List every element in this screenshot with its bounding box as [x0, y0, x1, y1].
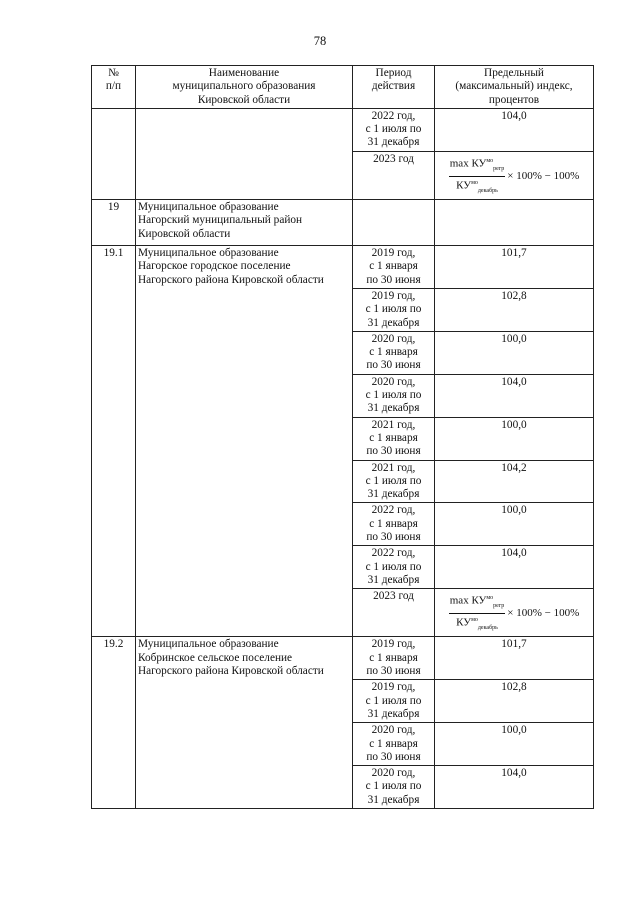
index-cell: 101,7: [435, 246, 594, 289]
page-number: 78: [313, 34, 327, 48]
formula-tail: × 100% − 100%: [507, 169, 580, 182]
index-cell: [435, 151, 594, 199]
table-row: [92, 108, 594, 151]
index-cell: 100,0: [435, 503, 594, 546]
municipality-name: Муниципальное образование Нагорский муниципальный район Кировской области: [136, 200, 353, 246]
period-cell: 2022 год, с 1 января по 30 июня: [353, 503, 435, 546]
row-number: 19.2: [92, 637, 136, 809]
period-cell: 2021 год, с 1 июля по 31 декабря: [353, 460, 435, 503]
formula-fraction: $\frac{\max КУ^{мо}_{регр}}{КУ^{мо}_{декабрь}}$: [449, 155, 506, 198]
period-cell: 2022 год, с 1 июля по 31 декабря: [353, 546, 435, 589]
index-cell: 104,0: [435, 546, 594, 589]
header-num: № п/п: [92, 66, 136, 109]
index-cell: [435, 200, 594, 246]
index-cell: 102,8: [435, 288, 594, 331]
index-cell: 100,0: [435, 723, 594, 766]
period-cell: [353, 200, 435, 246]
index-cell: 104,0: [435, 766, 594, 809]
period-cell: 2019 год, с 1 июля по 31 декабря: [353, 680, 435, 723]
period-cell: 2023 год: [353, 151, 435, 199]
period-cell: 2020 год, с 1 января по 30 июня: [353, 723, 435, 766]
municipality-name: [136, 108, 353, 199]
period-cell: 2022 год, с 1 июля по 31 декабря: [353, 108, 435, 151]
formula-fraction: $\frac{\max КУ^{мо}_{регр}}{КУ^{мо}_{декабрь}}$: [449, 592, 506, 635]
period-cell: 2020 год, с 1 июля по 31 декабря: [353, 766, 435, 809]
index-cell: 101,7: [435, 637, 594, 680]
index-cell: 104,2: [435, 460, 594, 503]
period-cell: 2020 год, с 1 января по 30 июня: [353, 331, 435, 374]
row-number: [92, 108, 136, 199]
municipality-name: Муниципальное образование Нагорское городское поселение Нагорского района Кировской области: [136, 246, 353, 637]
period-cell: 2023 год: [353, 589, 435, 637]
header-index: Предельный (максимальный) индекс, процентов: [435, 66, 594, 109]
municipality-name: Муниципальное образование Кобринское сельское поселение Нагорского района Кировской области: [136, 637, 353, 809]
table-body: [92, 108, 594, 808]
index-formula: [449, 592, 580, 635]
header-period: Период действия: [353, 66, 435, 109]
row-number: 19.1: [92, 246, 136, 637]
index-cell: 100,0: [435, 331, 594, 374]
period-cell: 2019 год, с 1 января по 30 июня: [353, 637, 435, 680]
index-cell: 104,0: [435, 374, 594, 417]
index-formula: [449, 155, 580, 198]
period-cell: 2021 год, с 1 января по 30 июня: [353, 417, 435, 460]
index-cell: 102,8: [435, 680, 594, 723]
period-cell: 2019 год, с 1 июля по 31 декабря: [353, 288, 435, 331]
formula-tail: × 100% − 100%: [507, 607, 580, 620]
header-name: Наименование муниципального образования Кировской области: [136, 66, 353, 109]
table-row: [92, 246, 594, 289]
index-cell: 100,0: [435, 417, 594, 460]
index-cell: 104,0: [435, 108, 594, 151]
table-header-row: [92, 66, 594, 109]
tariff-index-table: [91, 65, 594, 809]
table-row: [92, 637, 594, 680]
index-cell: [435, 589, 594, 637]
table-row: [92, 200, 594, 246]
period-cell: 2019 год, с 1 января по 30 июня: [353, 246, 435, 289]
period-cell: 2020 год, с 1 июля по 31 декабря: [353, 374, 435, 417]
row-number: 19: [92, 200, 136, 246]
